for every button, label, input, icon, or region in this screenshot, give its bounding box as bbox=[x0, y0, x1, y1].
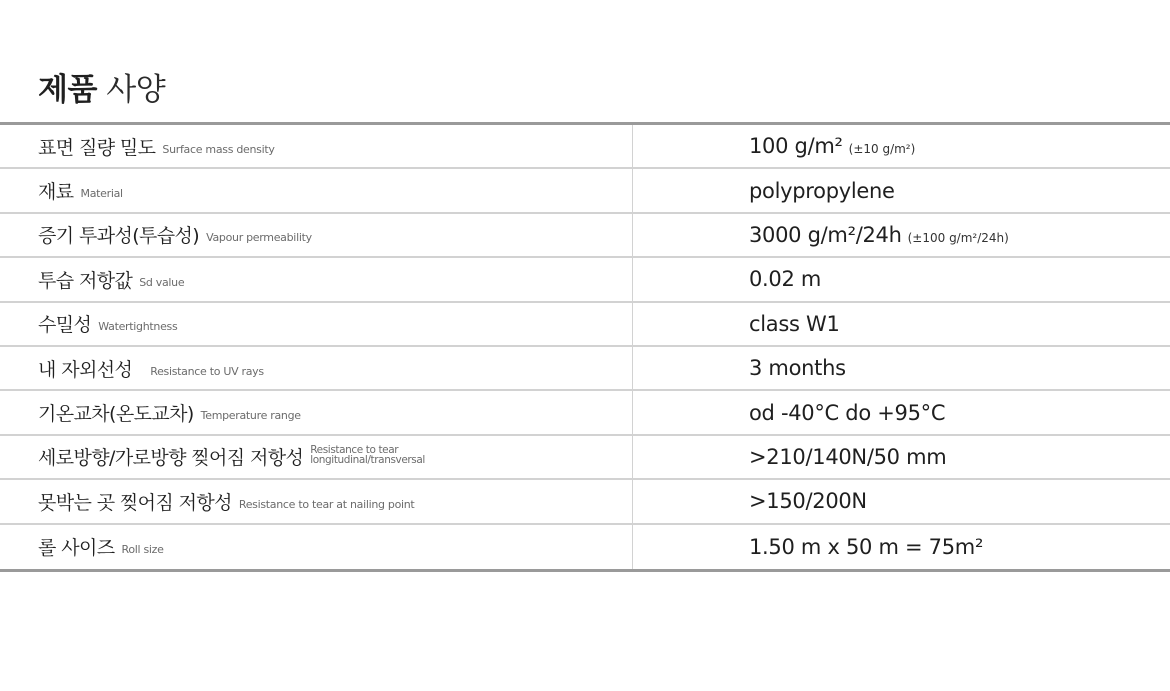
page-title bbox=[38, 70, 165, 110]
label-ko: 기온교차(온도교차) bbox=[38, 403, 194, 426]
table-row bbox=[0, 214, 1170, 258]
table-row bbox=[0, 480, 1170, 524]
label-cell bbox=[0, 303, 633, 345]
label-ko: 수밀성 bbox=[38, 314, 92, 337]
value-note: (±100 g/m²/24h) bbox=[907, 230, 1009, 245]
label-ko: 표면 질량 밀도 bbox=[38, 136, 156, 159]
spec-table bbox=[0, 122, 1170, 572]
label-en-line2: longitudinal/transversal bbox=[310, 453, 425, 466]
value-cell bbox=[633, 436, 1170, 478]
table-row bbox=[0, 525, 1170, 569]
label-cell bbox=[0, 347, 633, 389]
table-row bbox=[0, 436, 1170, 480]
label-cell bbox=[0, 391, 633, 433]
label-en: Material bbox=[80, 187, 123, 201]
value-text: od -40°C do +95°C bbox=[749, 400, 946, 425]
table-row bbox=[0, 125, 1170, 169]
value-text: 0.02 m bbox=[749, 267, 822, 292]
value-text: 3 months bbox=[749, 356, 846, 381]
value-cell bbox=[633, 169, 1170, 211]
value-text: polypropylene bbox=[749, 178, 895, 203]
label-ko: 롤 사이즈 bbox=[38, 537, 115, 560]
label-ko: 내 자외선성 bbox=[38, 358, 133, 381]
label-cell bbox=[0, 125, 633, 167]
label-ko: 재료 bbox=[38, 181, 74, 204]
value-text: 1.50 m x 50 m = 75m² bbox=[749, 534, 984, 559]
value-cell bbox=[633, 303, 1170, 345]
label-en: Watertightness bbox=[98, 320, 178, 334]
title-light: 사양 bbox=[106, 72, 166, 108]
table-row bbox=[0, 347, 1170, 391]
table-row bbox=[0, 303, 1170, 347]
value-cell bbox=[633, 258, 1170, 300]
label-en: Roll size bbox=[121, 543, 164, 557]
value-text: >210/140N/50 mm bbox=[749, 444, 947, 469]
value-text: 3000 g/m²/24h bbox=[749, 222, 902, 247]
label-en: Sd value bbox=[139, 275, 185, 289]
label-en-stack bbox=[310, 445, 425, 465]
table-row bbox=[0, 258, 1170, 302]
label-en: Vapour permeability bbox=[206, 231, 312, 245]
label-ko: 증기 투과성(투습성) bbox=[38, 225, 200, 248]
label-en: Surface mass density bbox=[162, 142, 275, 156]
label-ko: 투습 저항값 bbox=[38, 269, 133, 292]
value-cell bbox=[633, 391, 1170, 433]
label-ko: 세로방향/가로방향 찢어짐 저항성 bbox=[38, 447, 304, 470]
table-row bbox=[0, 391, 1170, 435]
label-cell bbox=[0, 525, 633, 569]
value-cell bbox=[633, 525, 1170, 569]
value-text: class W1 bbox=[749, 311, 840, 336]
label-cell bbox=[0, 169, 633, 211]
title-bold: 제품 bbox=[38, 72, 97, 108]
value-cell bbox=[633, 125, 1170, 167]
value-text: 100 g/m² bbox=[749, 134, 843, 159]
label-cell bbox=[0, 480, 633, 522]
label-cell bbox=[0, 436, 633, 478]
label-en: Temperature range bbox=[200, 409, 301, 423]
label-ko: 못박는 곳 찢어짐 저항성 bbox=[38, 491, 232, 514]
label-cell bbox=[0, 258, 633, 300]
value-cell bbox=[633, 480, 1170, 522]
value-cell bbox=[633, 214, 1170, 256]
value-text: >150/200N bbox=[749, 489, 867, 514]
label-en-line1: Resistance to tear bbox=[310, 443, 399, 456]
value-cell bbox=[633, 347, 1170, 389]
label-cell bbox=[0, 214, 633, 256]
table-row bbox=[0, 169, 1170, 213]
label-en: Resistance to tear at nailing point bbox=[238, 497, 415, 511]
value-note: (±10 g/m²) bbox=[848, 142, 916, 157]
label-en: Resistance to UV rays bbox=[150, 364, 264, 378]
